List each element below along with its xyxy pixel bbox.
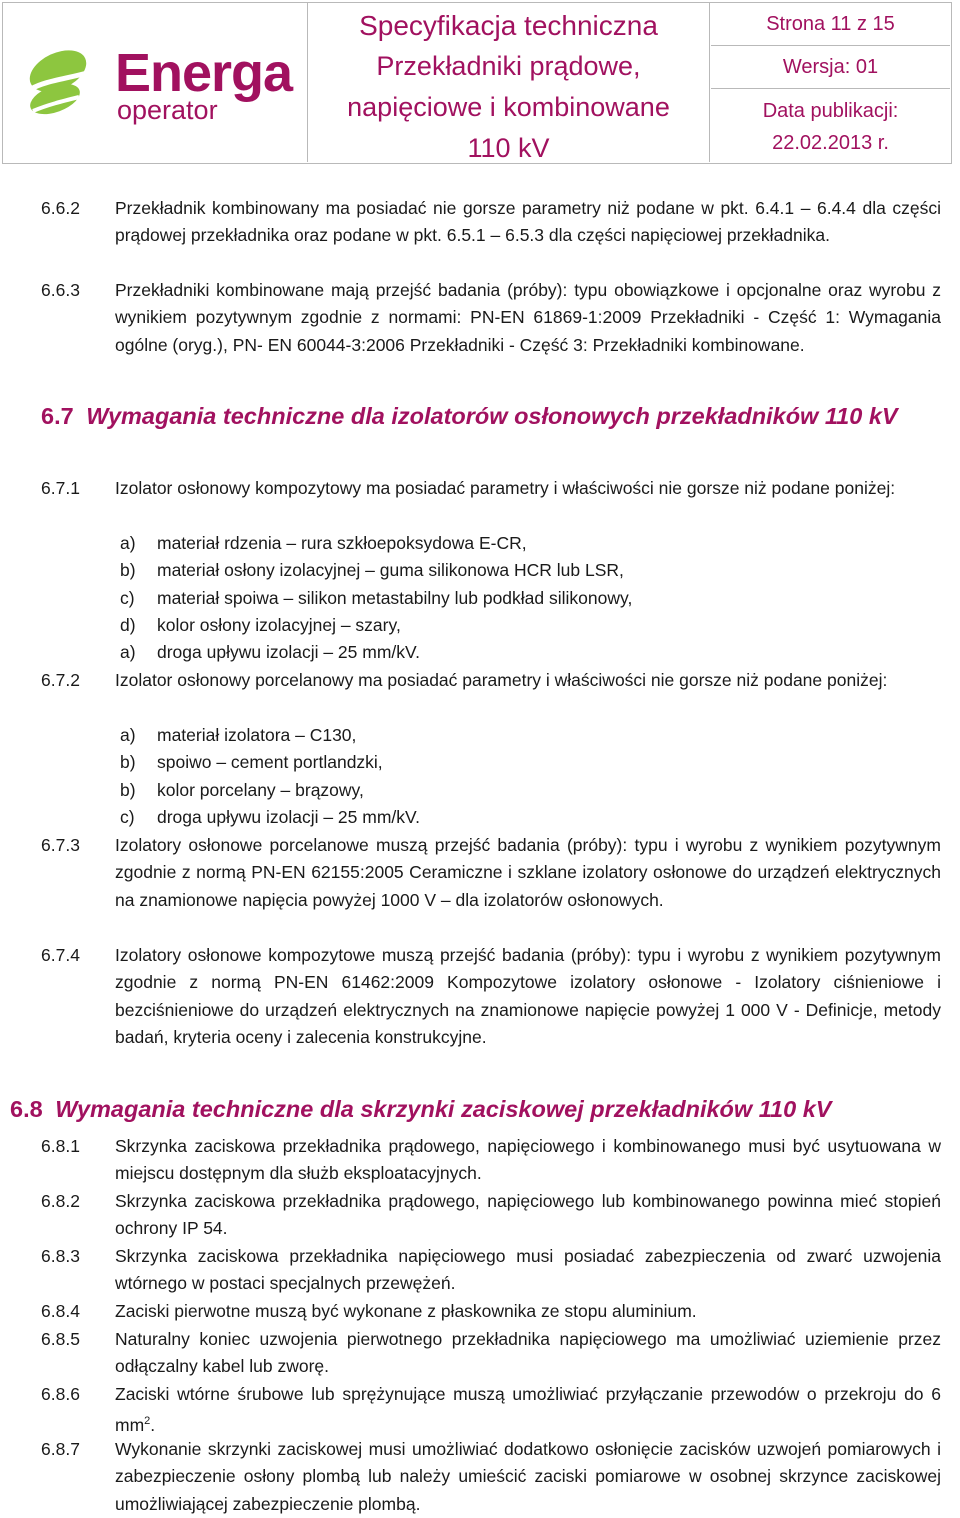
publication-label: Data publikacji: [762, 100, 899, 122]
section-number: 6.8.3 [41, 1246, 80, 1266]
list-item: b) kolor porcelany – brązowy, [120, 779, 364, 800]
section-number: 6.8.2 [41, 1191, 80, 1211]
document-header [2, 2, 952, 164]
publication-date: 22.02.2013 r. [772, 132, 889, 154]
list-item: a) materiał rdzenia – rura szkłoepoksydowa E-CR, [120, 533, 527, 553]
heading-number: 6.8 [10, 1096, 43, 1122]
section-number: 6.7.2 [41, 670, 80, 690]
page-number: Strona 11 z 15 [711, 3, 950, 46]
section-number: 6.8.6 [41, 1384, 80, 1404]
paragraph-6-6-3: Przekładniki kombinowane mają przejść badania (próby): typu obowiązkowe i opcjonalne oraz wyrobu z wynikiem pozytywnym zgodnie z normami: PN-EN 61869-1:2009 Przekładniki - Część 1: Wymagania ogólne (oryg.), PN- EN 60044-3:2006 Przekładniki - Część 3: Przekładniki kombinowane. [115, 280, 941, 355]
title-line-3: napięciowe i kombinowane [347, 92, 670, 122]
section-number: 6.7.4 [41, 945, 80, 965]
paragraph-6-8-1: Skrzynka zaciskowa przekładnika prądowego, napięciowego i kombinowanego musi być usytuowana w miejscu dostępnym dla służb eksploatacyjnych. [115, 1136, 941, 1184]
paragraph-6-7-4: Izolatory osłonowe kompozytowe muszą przejść badania (próby): typu i wyrobu z wynikiem pozytywnym zgodnie z normą PN-EN 61462:2009 Kompozytowe izolatory osłonowe - Izolatory ciśnieniowe i bezciśnieniowe do urządzeń elektrycznych na znamionowe napięcie powyżej 1 000 V - Definicje, metody badań, kryteria oceny i zalecenia konstrukcyjne. [115, 945, 941, 1047]
list-item: a) materiał izolatora – C130, [120, 725, 357, 745]
section-number: 6.7.1 [41, 478, 80, 498]
paragraph-6-8-4: Zaciski pierwotne muszą być wykonane z płaskownika ze stopu aluminium. [115, 1301, 697, 1321]
list-item: c) droga upływu izolacji – 25 mm/kV. [120, 806, 420, 827]
publication [711, 89, 950, 159]
version: Wersja: 01 [711, 46, 950, 89]
section-number: 6.6.3 [41, 280, 80, 300]
header-meta [711, 3, 950, 162]
document-title [308, 3, 710, 162]
paragraph-6-8-2: Skrzynka zaciskowa przekładnika prądowego, napięciowego lub kombinowanego powinna mieć stopień ochrony IP 54. [115, 1191, 941, 1239]
paragraph-6-8-5: Naturalny koniec uzwojenia pierwotnego przekładnika napięciowego ma umożliwiać uziemienie przez odłączalny kabel lub zworę. [115, 1329, 941, 1377]
list-6-7-2 [120, 722, 420, 831]
list-item: c) materiał spoiwa – silikon metastabilny lub podkład silikonowy, [120, 587, 633, 608]
title-line-4: 110 kV [467, 133, 550, 163]
section-number: 6.7.3 [41, 835, 80, 855]
logo-subtitle: operator [117, 95, 218, 125]
list-item: b) spoiwo – cement portlandzki, [120, 752, 383, 773]
list-item: a) droga upływu izolacji – 25 mm/kV. [120, 642, 420, 663]
title-line-2: Przekładniki prądowe, [376, 51, 641, 81]
section-number: 6.8.5 [41, 1329, 80, 1349]
section-number: 6.8.4 [41, 1301, 80, 1321]
section-number: 6.8.7 [41, 1439, 80, 1459]
paragraph-6-6-2: Przekładnik kombinowany ma posiadać nie gorsze parametry niż podane w pkt. 6.4.1 – 6.4.4 dla części prądowej przekładnika oraz podane w pkt. 6.5.1 – 6.5.3 dla części napięciowej przekładnika. [115, 198, 941, 246]
energa-logo [25, 35, 295, 130]
heading-6-8 [10, 1091, 910, 1127]
title-line-1: Specyfikacja techniczna [359, 10, 658, 41]
heading-6-7 [41, 398, 921, 434]
paragraph-6-8-3: Skrzynka zaciskowa przekładnika napięciowego musi posiadać zabezpieczenia od zwarć uzwojenia wtórnego w postaci specjalnych przewężeń. [115, 1246, 941, 1294]
section-number: 6.6.2 [41, 198, 80, 218]
section-number: 6.8.1 [41, 1136, 80, 1156]
logo-wordmark: Energa [115, 43, 293, 103]
heading-title: Wymagania techniczne dla izolatorów osłonowych przekładników 110 kV [86, 403, 898, 429]
paragraph-6-7-1: Izolator osłonowy kompozytowy ma posiadać parametry i właściwości nie gorsze niż podane poniżej: [115, 478, 896, 498]
paragraph-6-8-6: Zaciski wtórne śrubowe lub sprężynujące muszą umożliwiać przyłączanie przewodów o przekroju do 6 $mm^2$. [115, 1384, 941, 1436]
logo-cell [3, 3, 308, 162]
paragraph-6-7-2: Izolator osłonowy porcelanowy ma posiadać parametry i właściwości nie gorsze niż podane poniżej: [115, 670, 888, 690]
list-item: d) kolor osłony izolacyjnej – szary, [120, 614, 401, 635]
paragraph-6-7-3: Izolatory osłonowe porcelanowe muszą przejść badania (próby): typu i wyrobu z wynikiem pozytywnym zgodnie z normą PN-EN 62155:2005 Ceramiczne i szklane izolatory osłonowe do urządzeń elektrycznych na znamionowe napięcia powyżej 1000 V – dla izolatorów osłonowych. [115, 835, 941, 910]
paragraph-6-8-7: Wykonanie skrzynki zaciskowej musi umożliwiać dodatkowo osłonięcie zacisków uzwojeń pomiarowych i zabezpieczenie osłony plombą lub należy umieścić zaciski pomiarowe w osobnej skrzynce zaciskowej umożliwiającej zabezpieczenie plombą. [115, 1439, 941, 1514]
heading-title: Wymagania techniczne dla skrzynki zaciskowej przekładników 110 kV [55, 1096, 832, 1122]
energa-leaf-icon [25, 45, 103, 123]
list-6-7-1 [120, 530, 632, 666]
heading-number: 6.7 [41, 403, 74, 429]
list-item: b) materiał osłony izolacyjnej – guma silikonowa HCR lub LSR, [120, 560, 624, 581]
